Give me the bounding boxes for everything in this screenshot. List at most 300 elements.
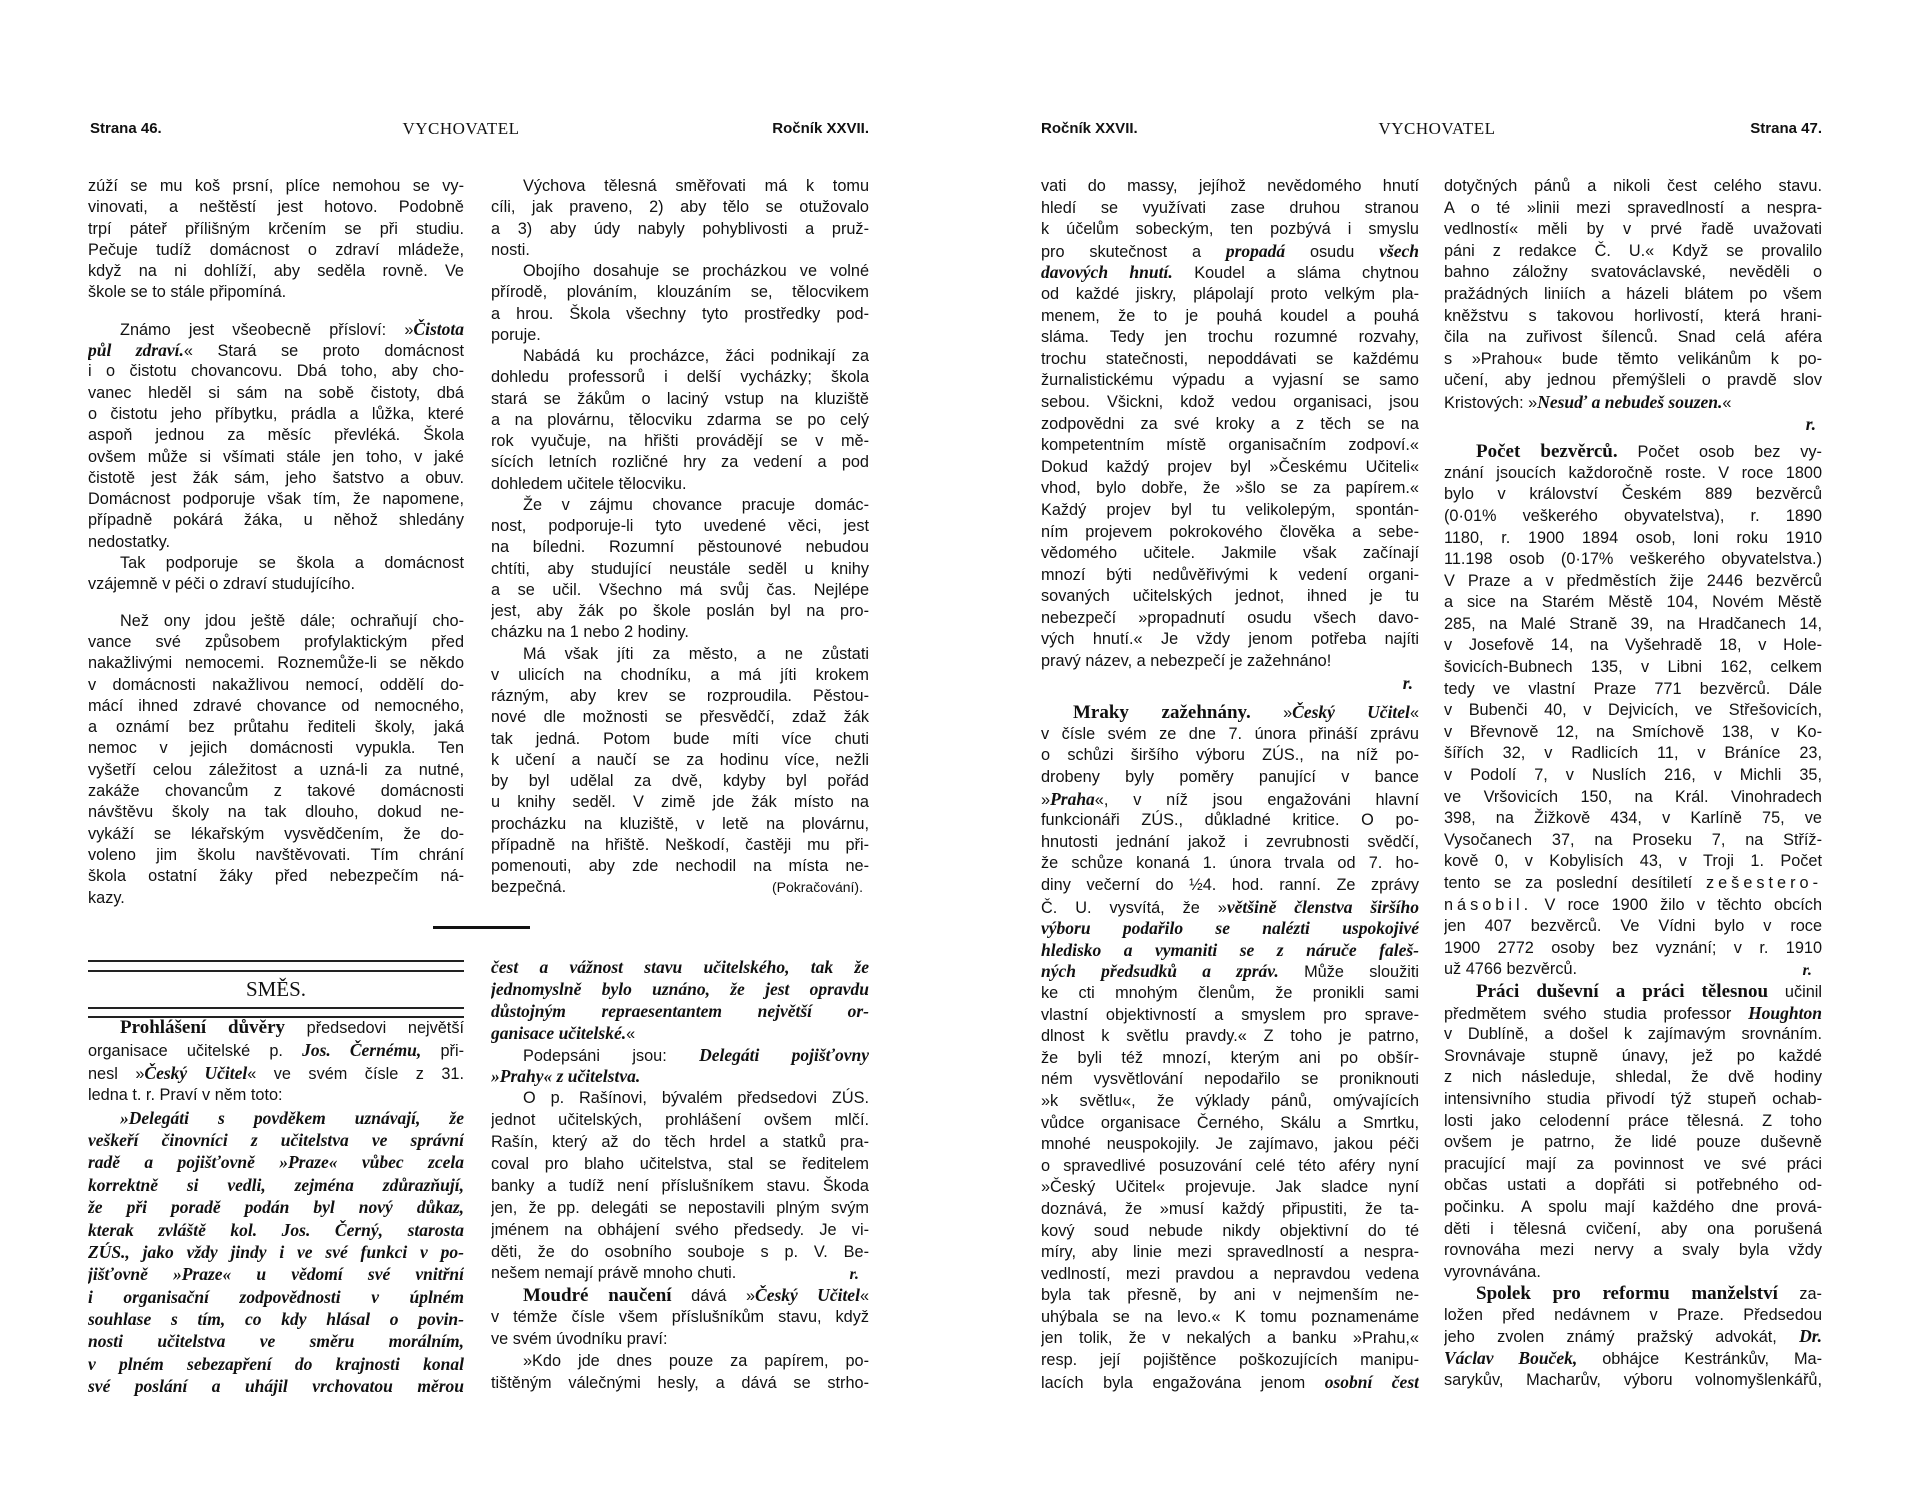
text-run: by byl udělal za dvě, kdyby byl pořád <box>491 772 869 790</box>
text-line <box>1444 959 1822 981</box>
text-line <box>491 452 869 473</box>
run-in-heading: Práci duševní a práci tělesnou <box>1476 980 1769 1002</box>
text-run: Tak podporuje se škola a domácnost <box>120 554 464 573</box>
text-run: že byli též mnozí, kterým ani po obšír- <box>1041 1048 1419 1067</box>
text-run: « <box>1409 704 1419 723</box>
italic-text: kterak zvláště kol. Jos. Černý, starosta <box>88 1219 464 1240</box>
text-run: lacích byla engažována jenom <box>1041 1373 1325 1392</box>
text-line <box>1444 1197 1822 1219</box>
italic-text: Nesuď a nebudeš souzen. <box>1537 391 1723 412</box>
text-line <box>1444 1067 1822 1089</box>
italic-text: Jos. Černému, <box>302 1040 422 1061</box>
text-line <box>1444 1262 1822 1284</box>
text-line <box>88 1263 464 1285</box>
italic-text: ganisace učitelské. <box>491 1022 627 1043</box>
text-line <box>491 325 869 346</box>
text-line <box>1444 506 1822 528</box>
text-run: 285, na Malé Straně 39, na Hradčanech 14, <box>1444 614 1822 633</box>
paragraph <box>491 1088 869 1285</box>
text-line <box>1041 608 1419 630</box>
section-title: SMĚS. <box>245 977 307 1001</box>
text-line <box>1444 787 1822 809</box>
text-line <box>1041 1134 1419 1156</box>
text-run: ovšem může si všímati stále jen toho, v jaké <box>88 447 464 466</box>
paragraph <box>491 261 869 346</box>
run-in-heading: Mraky zažehnány. <box>1073 702 1251 724</box>
text-line <box>88 1241 464 1263</box>
text-line <box>491 1088 869 1110</box>
text-run: jen 407 bezvěrců. Ve Vídni bylo v roce <box>1444 917 1822 936</box>
text-run: vyšetří celou záležitost a uzná-li za nutné, <box>88 760 464 779</box>
text-line <box>88 1174 464 1196</box>
text-line <box>1444 916 1822 938</box>
text-run: ve svém úvodníku praví: <box>491 1330 668 1349</box>
text-line <box>1041 262 1419 284</box>
text-run: rázným, aby krev se rozproudila. Pěstou- <box>491 687 869 705</box>
text-line <box>1444 1240 1822 1262</box>
text-line <box>1041 1199 1419 1221</box>
text-line <box>1041 789 1419 811</box>
text-line <box>1041 1005 1419 1027</box>
italic-text: Delegáti pojišťovny <box>699 1044 869 1065</box>
text-run: pravý název, a nebezpečí je zažehnáno! <box>1041 652 1332 671</box>
text-line <box>491 707 869 728</box>
text-run: učení, aby jednou přemýšleli o pravdě slov <box>1444 371 1822 390</box>
text-line <box>1041 219 1419 241</box>
text-line <box>1041 940 1419 962</box>
journal-title: VYCHOVATEL <box>402 119 520 138</box>
text-line <box>491 1110 869 1132</box>
text-run: A o té »linii mezi spravedlností a nespra- <box>1444 198 1822 217</box>
text-run: tedy ve vlastní Praze 771 bezvěrců. Dále <box>1444 679 1822 698</box>
text-run: a se učil. Všechno má svůj čas. Nejlépe <box>491 580 869 599</box>
text-run: nakažlivými nemocemi. Roznemůže-li se někdo <box>88 654 464 673</box>
text-line <box>88 824 464 845</box>
text-line <box>88 468 464 489</box>
text-line <box>1444 938 1822 960</box>
text-run: sovaných učitelských jednot, ihned je tu <box>1041 587 1419 606</box>
text-run: dává » <box>671 1287 756 1306</box>
run-in-heading: Moudré naučení <box>523 1285 672 1307</box>
paragraph <box>491 176 869 261</box>
text-run: a 3) aby údy nabyly pohyblivosti a pruž- <box>491 219 869 238</box>
text-run: v domácnosti nakažlivou nemocí, oddělí do- <box>88 675 464 694</box>
text-run: Srovnávaje stupně únavy, jež po každé <box>1444 1046 1822 1065</box>
italic-text: davových hnutí. <box>1041 262 1173 283</box>
italic-text: jišťovně »Praze« u vědomí své vnitřní <box>88 1264 464 1285</box>
text-run: nebezpečí »propadnutí osudu všech davo- <box>1041 608 1419 627</box>
text-run: za- <box>1777 1285 1822 1304</box>
italic-text: Český Učitel <box>755 1285 860 1306</box>
paragraph <box>1444 1283 1822 1391</box>
text-line <box>491 1263 869 1285</box>
page-number: Strana 46. <box>90 120 162 137</box>
text-line <box>1444 1370 1822 1392</box>
text-line <box>491 474 869 495</box>
text-line <box>1444 981 1822 1003</box>
text-line <box>491 410 869 431</box>
italic-text: všech <box>1379 240 1419 261</box>
text-run: trpí páteř přílišným krčením se při studiu. <box>88 219 464 238</box>
italic-text: nosti učitelstva ve směru morálním, <box>88 1331 464 1352</box>
text-run: nosti. <box>491 240 530 259</box>
text-line <box>88 866 464 887</box>
text-line <box>1041 1091 1419 1113</box>
text-run: vědomého učitele. Jakmile však začínají <box>1041 544 1419 563</box>
text-run: banky a tudíž není příslušníkem stavu. Škoda <box>491 1176 869 1195</box>
continuation-note: (Pokračování). <box>771 879 863 896</box>
text-run: i o čistotu chovancovu. Dbá toho, aby cho- <box>88 362 464 381</box>
text-run: dotyčných pánů a nikoli čest celého stavu. <box>1444 177 1822 195</box>
text-line <box>491 367 869 388</box>
text-line <box>1444 414 1822 436</box>
text-line <box>88 404 464 425</box>
text-run: 11.198 osob (0·17% veškerého obyvatelstva.) <box>1444 550 1822 569</box>
text-line <box>1444 1046 1822 1068</box>
text-run: tak jedná. Potom bude míti více chuti <box>491 729 869 748</box>
text-run: zúží se mu koš prsní, plíce nemohou se vy- <box>88 177 464 195</box>
italic-text: Praha <box>1050 788 1095 809</box>
italic-text: »Delegáti s povděkem uznávají, že <box>120 1107 464 1128</box>
text-run: jednot učitelských, prohlášení ovšem mlčí. <box>491 1111 869 1130</box>
text-run: jen, že pp. delegáti se nepostavili plným svým <box>491 1198 869 1217</box>
text-line <box>88 1039 464 1061</box>
text-line <box>1444 808 1822 830</box>
text-line <box>88 632 464 653</box>
text-run: škole se to stále připomíná. <box>88 283 287 302</box>
text-run: v Břevnově 12, na Smíchově 138, v Ko- <box>1444 722 1822 741</box>
text-run: diny večerní do ½4. hod. ranní. Ze zprávy <box>1041 876 1419 894</box>
text-line <box>1444 1003 1822 1025</box>
text-run: vůdce organisace Černého, Skálu a Smrtku, <box>1041 1113 1419 1132</box>
italic-text: ZÚS., jako vždy jindy i ve své funkci v po- <box>88 1241 464 1262</box>
text-line <box>88 1084 464 1106</box>
text-run: resp. její pojištěnce poškozujících manipu- <box>1041 1351 1419 1370</box>
text-run: ledna t. r. Praví v něm toto: <box>88 1086 283 1105</box>
rule <box>88 960 464 962</box>
spaced-text: zešestero- <box>1705 874 1822 892</box>
text-line <box>1444 1219 1822 1241</box>
text-column-right-2 <box>1444 176 1822 1391</box>
text-run: občas ustati a dopřáti si potřebného od- <box>1444 1176 1822 1195</box>
text-line <box>491 1066 869 1088</box>
italic-text: radě a pojišťovně »Praze« vůbec zcela <box>88 1152 464 1173</box>
text-line <box>1041 767 1419 789</box>
text-run: kompetentním místě organisačním zodpoví.« <box>1041 436 1419 455</box>
text-line <box>88 611 464 632</box>
text-line <box>1041 1048 1419 1070</box>
italic-text: hledisko a vymaniti se z náruče faleš- <box>1041 939 1419 960</box>
text-run: (0·01% veškerého obyvatelstva), r. 1890 <box>1444 506 1822 525</box>
text-line <box>1041 1307 1419 1329</box>
text-run: a na plovárnu, tělocviku zdarma se po celý <box>491 410 869 429</box>
text-run: ložen před nedávnem v Praze. Předsedou <box>1444 1305 1822 1324</box>
text-line <box>1041 176 1419 198</box>
text-line <box>1444 1348 1822 1370</box>
text-run: obhájce Kestránkův, Ma- <box>1577 1350 1822 1369</box>
text-line <box>1444 1283 1822 1305</box>
text-line <box>491 580 869 601</box>
text-line <box>88 802 464 823</box>
text-line <box>1041 1328 1419 1350</box>
text-run: doznává, že »musí každý připustiti, že ta- <box>1041 1199 1419 1218</box>
text-line <box>491 282 869 303</box>
text-run: cházku na 1 nebo 2 hodiny. <box>491 623 689 642</box>
text-run: a sice na Starém Městě 104, Novém Městě <box>1444 593 1822 612</box>
text-run: Domácnost podporuje však tím, že napomene, <box>88 490 464 509</box>
text-run: v Dublíně, a došel k zajímavým srovnáním. <box>1444 1025 1822 1044</box>
text-line <box>1444 657 1822 679</box>
text-run: šovicích-Bubnech 135, v Libni 162, celkem <box>1444 658 1822 677</box>
text-run: dohledem učitele tělocviku. <box>491 474 687 493</box>
text-line <box>1041 961 1419 983</box>
text-run: V Praze a v předměstích žije 2446 bezvěrců <box>1444 571 1822 590</box>
text-line <box>88 696 464 717</box>
text-line <box>1041 673 1419 695</box>
italic-text: Houghton <box>1748 1002 1822 1023</box>
text-run: Než ony jdou ještě dále; ochraňují cho- <box>120 611 464 630</box>
text-line <box>491 1220 869 1242</box>
text-line <box>88 361 464 382</box>
italic-text: i organisační zodpovědnosti v úplném <box>88 1286 464 1307</box>
text-line <box>1041 1069 1419 1091</box>
text-line <box>1444 873 1822 895</box>
text-line <box>88 240 464 261</box>
italic-text: r. <box>1402 672 1413 693</box>
text-run: kazy. <box>88 888 125 907</box>
text-run: losti jako celodenní práce tělesná. Z toho <box>1444 1111 1822 1130</box>
text-line <box>1444 349 1822 371</box>
text-run: « Stará se proto domácnost <box>183 342 464 361</box>
text-run: když na ni dohlíží, aby seděla rovně. Ve <box>88 262 464 281</box>
text-line <box>1041 586 1419 608</box>
text-run: uhýbala se na levo.« K tomu poznamenáme <box>1041 1307 1419 1326</box>
text-run: vzájemně v péči o zdraví studujícího. <box>88 575 355 594</box>
text-run: vlastní objektivností a smyslem pro sprave- <box>1041 1005 1419 1024</box>
text-run: ním projevem pokrokového člověka a sebe- <box>1041 522 1419 541</box>
text-line <box>491 559 869 580</box>
paragraph <box>1444 176 1822 414</box>
text-line <box>1041 435 1419 457</box>
text-run: nedostatky. <box>88 532 171 551</box>
text-run: O p. Rašínovi, bývalém předsedovi ZÚS. <box>523 1089 869 1108</box>
text-line <box>491 431 869 452</box>
text-run: Č. U. vysvítá, že » <box>1041 898 1227 917</box>
text-run: jeho zvolen známý pražský advokát, <box>1444 1328 1800 1347</box>
text-line <box>1041 1264 1419 1286</box>
article-end-divider <box>433 926 530 929</box>
text-line <box>491 792 869 813</box>
text-line <box>1041 1177 1419 1199</box>
text-run: dohledu professorů i delší vycházky; škola <box>491 368 869 387</box>
text-run: Že v zájmu chovance pracuje domác- <box>523 495 869 514</box>
text-line <box>491 1285 869 1307</box>
text-run: Obojího dosahuje se procházkou ve volné <box>523 262 869 280</box>
text-line <box>88 760 464 781</box>
paragraph <box>1041 702 1419 1393</box>
text-run: už 4766 bezvěrců. <box>1444 960 1578 979</box>
text-line <box>88 653 464 674</box>
text-run: zakáže chovancům z takové domácnosti <box>88 782 464 801</box>
text-line <box>88 738 464 759</box>
text-line <box>1444 1154 1822 1176</box>
text-line <box>491 601 869 622</box>
text-run: sláma. Tedy jen trochu rozumné rozvahy, <box>1041 328 1419 347</box>
text-line <box>88 425 464 446</box>
text-line <box>88 532 464 553</box>
text-line <box>1444 1175 1822 1197</box>
text-line <box>88 675 464 696</box>
journal-title: VYCHOVATEL <box>1378 119 1496 138</box>
text-run: ke cti mnohým členům, že pronikli sami <box>1041 983 1419 1002</box>
text-run: tento se za poslední desítiletí <box>1444 874 1706 892</box>
text-line <box>491 219 869 240</box>
text-line <box>1041 918 1419 940</box>
text-line <box>88 282 464 303</box>
text-run: škola ostatní žáky před nebezpečím ná- <box>88 867 464 886</box>
text-line <box>88 1375 464 1397</box>
text-line <box>1041 198 1419 220</box>
text-run: a hrou. Škola všechny tyto prostředky pod- <box>491 304 869 323</box>
text-run: organisace učitelské p. <box>88 1042 303 1061</box>
text-run: ovšem je patrno, že lidé pouze duševně <box>1444 1133 1822 1152</box>
text-run: procházku na kluziště, v letě na plovárnu, <box>491 814 869 833</box>
text-line <box>1444 571 1822 593</box>
text-run: čila na zuřivost šílenců. Snad celá aféra <box>1444 328 1822 347</box>
italic-text: Václav Bouček, <box>1444 1348 1578 1369</box>
text-line <box>88 447 464 468</box>
text-line <box>1041 522 1419 544</box>
text-run: počinku. A spolu mají každého dne prová- <box>1444 1197 1822 1216</box>
text-run: Může sloužiti <box>1278 963 1419 982</box>
text-run: šířích 32, v Radlicích 11, v Bráníce 23, <box>1444 744 1822 763</box>
text-line <box>88 1129 464 1151</box>
italic-text: výboru podařilo se nalézti uspokojivé <box>1041 918 1419 939</box>
text-run: 1900 2772 osoby bez vyznání; v r. 1910 <box>1444 938 1822 957</box>
text-line <box>88 1219 464 1241</box>
text-line <box>88 845 464 866</box>
text-run: nové dle možnosti se přesvědčí, zdaž žák <box>491 708 869 727</box>
text-run: » <box>1250 704 1293 723</box>
text-run: učinil <box>1768 982 1822 1001</box>
text-line <box>88 888 464 909</box>
text-run: «, v níž jsou engažováni hlavní <box>1094 790 1419 809</box>
text-run: k učení a naučí se za hodinu více, nežli <box>491 750 869 769</box>
text-run: mácí ihned zdravé chovance od nemocného, <box>88 696 464 715</box>
text-line <box>88 319 464 340</box>
text-line <box>1444 1132 1822 1154</box>
text-run: Pečuje tudíž domácnost o zdraví mládeže, <box>88 240 464 259</box>
text-run: s »Prahou« bude těmto velikánům k po- <box>1444 349 1822 368</box>
text-line <box>1444 1024 1822 1046</box>
text-run: čistotě jest žák sám, jeho šatstvo a obuv. <box>88 468 464 487</box>
text-run: u knihy seděl. V zimě jde žák místo na <box>491 793 869 812</box>
text-line <box>88 219 464 240</box>
text-line <box>491 1373 869 1395</box>
text-line <box>1444 284 1822 306</box>
text-line <box>88 1151 464 1173</box>
paragraph <box>88 553 464 596</box>
text-line <box>88 1062 464 1084</box>
text-line <box>88 340 464 361</box>
text-line <box>491 665 869 686</box>
rule <box>88 1007 464 1009</box>
text-line <box>88 176 464 197</box>
paragraph <box>88 319 464 553</box>
text-line <box>491 1307 869 1329</box>
text-run: mnohé neuspokojily. Je zajímavo, jakou péči <box>1041 1135 1419 1154</box>
text-run: coval pro blaho učitelstva, stal se ředitelem <box>491 1155 869 1174</box>
text-line <box>1041 1350 1419 1372</box>
text-line <box>1444 463 1822 485</box>
text-line <box>491 814 869 835</box>
text-line <box>491 750 869 771</box>
text-line <box>491 346 869 367</box>
text-run: případně na hřiště. Neškodí, častěji mu při- <box>491 835 869 854</box>
text-run: sících letních rozličné hry za vedení a pod <box>491 453 869 472</box>
text-line <box>491 686 869 707</box>
text-line <box>1041 1372 1419 1394</box>
text-line <box>491 1198 869 1220</box>
text-run: osudu <box>1285 242 1380 261</box>
italic-text: ných předsudků a zpráv. <box>1041 961 1279 982</box>
text-run: znání jsoucích každoročně roste. V roce 1800 <box>1444 463 1822 482</box>
text-line <box>1041 543 1419 565</box>
text-run: míry, aby linie mezi spravedlností a nespra- <box>1041 1243 1419 1262</box>
text-line <box>88 1308 464 1330</box>
italic-text: veškeří činovníci z učitelstva ve správní <box>88 1129 464 1150</box>
text-line <box>88 574 464 595</box>
italic-text: r. <box>1805 413 1816 434</box>
text-run: Kristových: » <box>1444 393 1538 412</box>
text-run: vinovati, a neštěstí jest hotovo. Podobně <box>88 198 464 217</box>
text-run: že schůze konaná 1. února trvala od 7. ho- <box>1041 854 1419 873</box>
run-in-heading: Prohlášení důvěry <box>120 1017 286 1038</box>
italic-text: Český Učitel <box>144 1062 248 1083</box>
text-run: byla tak přesně, by ani v nejmenším ne- <box>1041 1286 1419 1305</box>
text-line <box>1041 832 1419 854</box>
text-run: 1180, r. 1900 1894 osob, loni roku 1910 <box>1444 528 1822 547</box>
text-line <box>1444 1111 1822 1133</box>
text-line <box>1444 441 1822 463</box>
text-line <box>1041 306 1419 328</box>
text-line <box>1041 810 1419 832</box>
text-line <box>1041 651 1419 673</box>
text-run: hledí se využívati zase druhou stranou <box>1041 198 1419 217</box>
text-line <box>1444 392 1822 414</box>
text-line <box>1444 176 1822 198</box>
text-line <box>1041 500 1419 522</box>
text-line <box>1041 349 1419 371</box>
text-run: pracující mají za povinnost ve své práci <box>1444 1154 1822 1173</box>
text-run: funkcionáři ZÚS., důkladné kritice. O po- <box>1041 811 1419 830</box>
text-line <box>1444 1305 1822 1327</box>
text-run: intensivního studia přivodí týž stupeň ochab- <box>1444 1089 1822 1108</box>
text-line <box>1444 327 1822 349</box>
text-run: pomenouti, aby zde nechodil na místa ne- <box>491 857 869 875</box>
text-line <box>1444 830 1822 852</box>
text-run: v Josefově 14, na Vyšehradě 18, v Hole- <box>1444 636 1822 655</box>
italic-text: Čistota <box>413 318 464 339</box>
italic-text: jednomyslně bylo uznáno, že jest opravdu <box>491 978 869 999</box>
text-line <box>491 1045 869 1067</box>
text-line <box>1444 528 1822 550</box>
text-line <box>88 1330 464 1352</box>
text-run: o schůzi širšího výboru ZÚS., na níž po- <box>1041 746 1419 765</box>
italic-text: v plném sebezapření do krajnosti konal <box>88 1353 464 1374</box>
text-line <box>491 644 869 665</box>
italic-text: své poslání a uhájil vrchovatou měrou <box>88 1376 464 1397</box>
